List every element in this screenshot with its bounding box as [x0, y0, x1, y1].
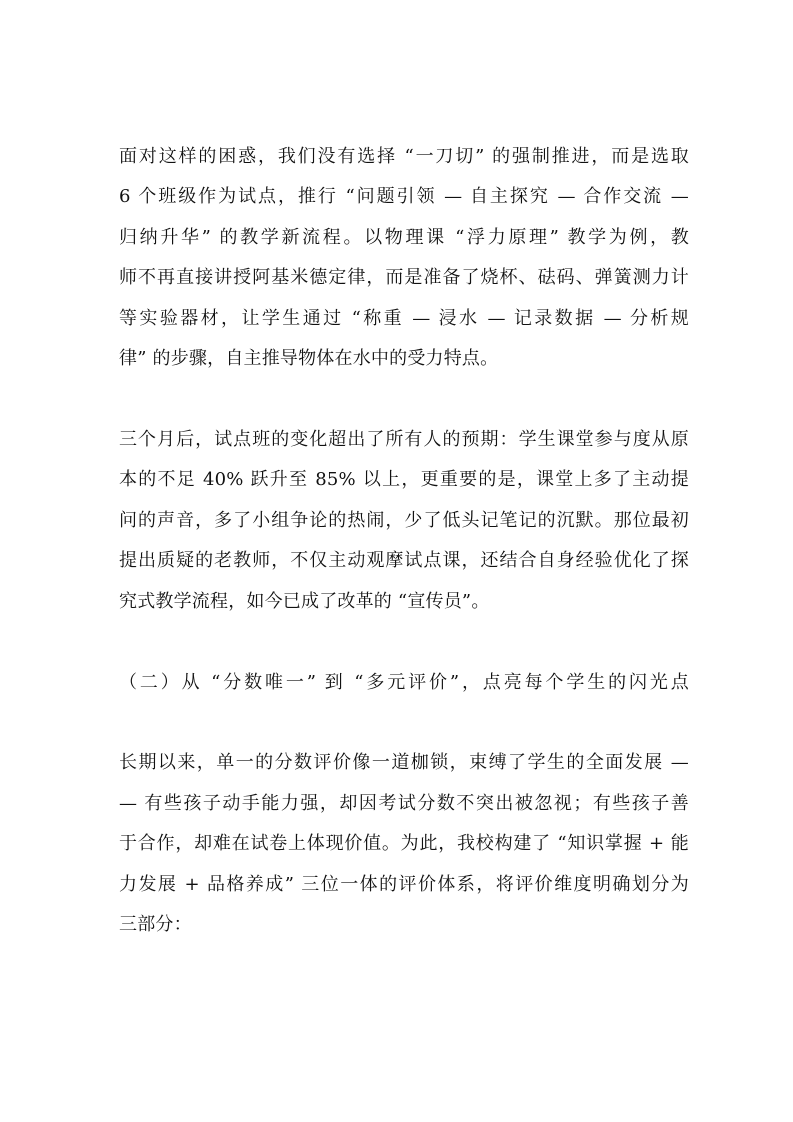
paragraph-1-line-3: 归纳升华” 的教学新流程。以物理课 “浮力原理” 教学为例，教: [119, 227, 689, 248]
paragraph-3-line-4: 力发展 + 品格养成” 三位一体的评价体系，将评价维度明确划分为: [119, 874, 689, 895]
paragraph-1-line-6: 律” 的步骤，自主推导物体在水中的受力特点。: [119, 348, 499, 369]
paragraph-1-line-1: 面对这样的困惑，我们没有选择 “一刀切” 的强制推进，而是选取: [119, 146, 689, 167]
paragraph-2-line-5: 究式教学流程，如今已成了改革的 “宣传员”。: [119, 591, 490, 612]
paragraph-3-line-5: 三部分：: [119, 914, 192, 935]
paragraph-2-line-4: 提出质疑的老教师，不仅主动观摩试点课，还结合自身经验优化了探: [119, 550, 689, 571]
paragraph-3-line-1: 长期以来，单一的分数评价像一道枷锁，束缚了学生的全面发展 —: [119, 752, 689, 773]
paragraph-3-line-3: 于合作，却难在试卷上体现价值。为此，我校构建了 “知识掌握 + 能: [119, 833, 689, 854]
section-heading: （二）从 “分数唯一” 到 “多元评价”，点亮每个学生的闪光点: [119, 672, 689, 693]
paragraph-2-line-3: 问的声音，多了小组争论的热闹，少了低头记笔记的沉默。那位最初: [119, 510, 689, 531]
paragraph-1-line-4: 师不再直接讲授阿基米德定律，而是准备了烧杯、砝码、弹簧测力计: [119, 267, 689, 288]
paragraph-2-line-2: 本的不足 40% 跃升至 85% 以上，更重要的是，课堂上多了主动提: [119, 469, 689, 490]
paragraph-2-line-1: 三个月后，试点班的变化超出了所有人的预期：学生课堂参与度从原: [119, 429, 689, 450]
paragraph-1-line-2: 6 个班级作为试点，推行 “问题引领 — 自主探究 — 合作交流 —: [119, 186, 689, 207]
paragraph-1-line-5: 等实验器材，让学生通过 “称重 — 浸水 — 记录数据 — 分析规: [119, 308, 689, 329]
paragraph-3-line-2: — 有些孩子动手能力强，却因考试分数不突出被忽视；有些孩子善: [119, 793, 689, 814]
